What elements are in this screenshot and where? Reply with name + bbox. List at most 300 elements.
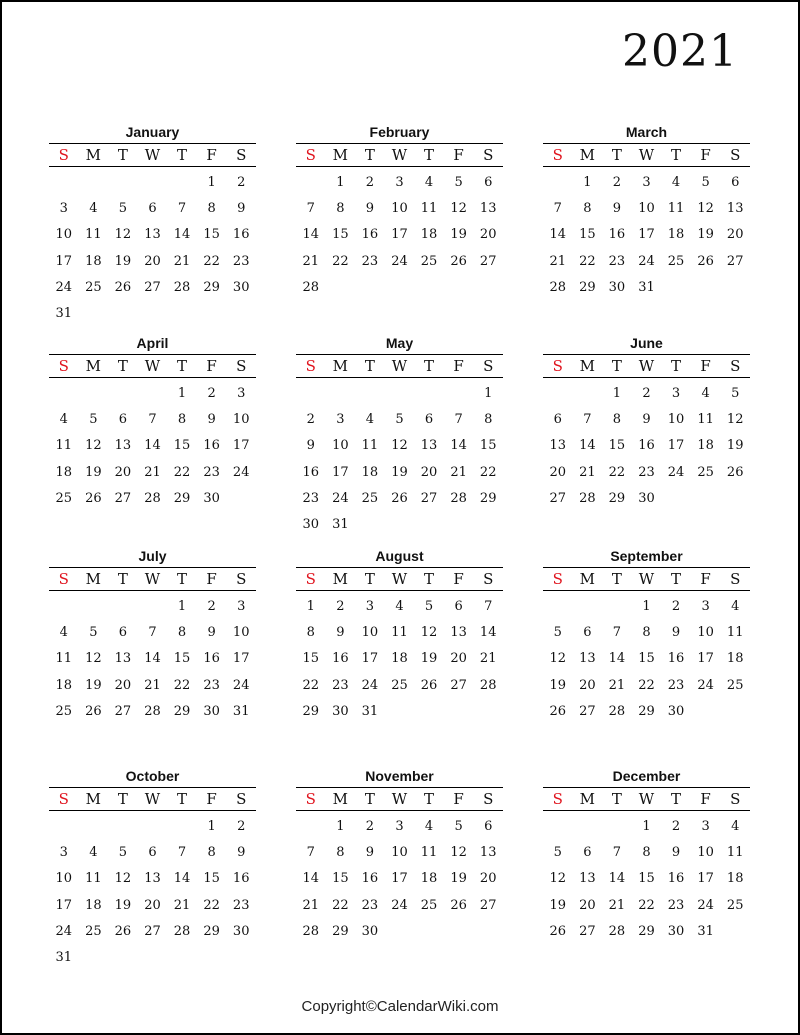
- day-cell: 4: [424, 818, 434, 834]
- day-cell: 4: [424, 174, 434, 190]
- day-cell: 24: [361, 677, 379, 693]
- day-cell: 10: [638, 200, 655, 216]
- day-cell: 24: [667, 464, 685, 480]
- day-cell: 28: [579, 490, 596, 506]
- day-cell: 12: [85, 438, 102, 454]
- day-cell: 4: [89, 200, 98, 216]
- day-cell: 19: [726, 438, 744, 454]
- day-cell: 3: [336, 411, 345, 427]
- day-cell: 14: [173, 227, 191, 243]
- weekday-header: F: [700, 146, 711, 164]
- day-cell: 19: [85, 677, 102, 693]
- weekday-header: T: [364, 357, 375, 375]
- weekday-header: W: [391, 357, 408, 375]
- day-cell: 4: [89, 844, 98, 860]
- day-cell: 29: [638, 923, 655, 939]
- day-cell: 30: [302, 517, 320, 533]
- day-cell: 5: [731, 385, 740, 401]
- day-cell: 17: [55, 253, 73, 269]
- day-cell: 5: [395, 411, 404, 427]
- day-cell: 17: [391, 227, 408, 243]
- weekday-header: W: [144, 790, 161, 808]
- day-cell: 24: [697, 677, 714, 693]
- weekday-header: S: [730, 790, 741, 808]
- day-cell: 22: [332, 897, 349, 913]
- day-cell: 16: [667, 651, 685, 667]
- day-cell: 9: [207, 411, 216, 427]
- weekday-header: S: [483, 570, 494, 588]
- day-cell: 17: [332, 464, 349, 480]
- day-cell: 30: [361, 923, 379, 939]
- day-cell: 4: [731, 598, 740, 614]
- day-cell: 17: [361, 651, 379, 667]
- day-cell: 6: [731, 174, 740, 190]
- day-cell: 23: [302, 490, 320, 506]
- day-cell: 21: [144, 677, 161, 693]
- day-cell: 19: [549, 677, 567, 693]
- day-cell: 1: [207, 174, 216, 190]
- day-cell: 19: [450, 227, 467, 243]
- month-december: [543, 767, 750, 944]
- weekday-header: M: [332, 146, 349, 164]
- day-cell: 27: [420, 490, 438, 506]
- day-cell: 1: [583, 174, 592, 190]
- day-grid: [49, 811, 256, 971]
- weekday-header-row: [49, 354, 256, 378]
- day-cell: 21: [302, 897, 320, 913]
- weekday-header: M: [332, 790, 349, 808]
- day-cell: 24: [332, 490, 349, 506]
- day-cell: 11: [697, 411, 714, 427]
- day-cell: 15: [203, 227, 220, 243]
- day-cell: 20: [114, 677, 132, 693]
- day-cell: 30: [203, 490, 220, 506]
- day-cell: 11: [420, 844, 438, 860]
- copyright-text: Copyright©CalendarWiki.com: [301, 998, 499, 1015]
- weekday-header-row: [296, 567, 503, 591]
- day-cell: 7: [177, 844, 187, 860]
- day-cell: 7: [177, 200, 187, 216]
- day-cell: 7: [612, 624, 622, 640]
- day-cell: 4: [731, 818, 740, 834]
- day-cell: 25: [55, 703, 73, 719]
- day-cell: 28: [302, 279, 320, 295]
- weekday-header: S: [236, 146, 247, 164]
- day-cell: 4: [701, 385, 710, 401]
- day-cell: 27: [144, 923, 161, 939]
- day-cell: 18: [55, 464, 73, 480]
- month-name: November: [365, 768, 434, 784]
- day-cell: 17: [697, 651, 714, 667]
- day-grid: [543, 167, 750, 300]
- weekday-header-row: [296, 787, 503, 811]
- day-cell: 1: [336, 174, 345, 190]
- day-cell: 6: [484, 818, 493, 834]
- day-cell: 1: [177, 598, 187, 614]
- day-cell: 3: [701, 818, 710, 834]
- day-cell: 16: [232, 871, 250, 887]
- day-cell: 1: [612, 385, 622, 401]
- weekday-header: W: [638, 357, 655, 375]
- day-cell: 5: [701, 174, 710, 190]
- weekday-header: M: [579, 146, 596, 164]
- day-cell: 25: [420, 253, 438, 269]
- day-cell: 18: [726, 871, 744, 887]
- day-cell: 23: [203, 677, 220, 693]
- day-cell: 12: [114, 227, 132, 243]
- day-cell: 26: [114, 279, 132, 295]
- day-cell: 27: [114, 490, 132, 506]
- day-cell: 24: [232, 677, 250, 693]
- day-cell: 8: [207, 844, 216, 860]
- day-cell: 16: [332, 651, 349, 667]
- day-cell: 8: [583, 200, 592, 216]
- month-name: August: [375, 548, 424, 564]
- day-cell: 9: [237, 844, 246, 860]
- day-cell: 12: [450, 844, 467, 860]
- day-cell: 16: [608, 227, 626, 243]
- day-cell: 9: [237, 200, 246, 216]
- day-cell: 14: [608, 651, 626, 667]
- day-cell: 6: [118, 624, 128, 640]
- weekday-header-row: [296, 143, 503, 167]
- day-cell: 1: [336, 818, 345, 834]
- day-cell: 10: [697, 624, 714, 640]
- weekday-header: T: [177, 790, 188, 808]
- day-cell: 8: [336, 844, 345, 860]
- weekday-header: M: [579, 790, 596, 808]
- day-cell: 7: [612, 844, 622, 860]
- day-cell: 9: [306, 438, 315, 454]
- day-cell: 31: [638, 279, 655, 295]
- weekday-header: W: [391, 146, 408, 164]
- day-cell: 13: [479, 844, 497, 860]
- day-cell: 10: [391, 844, 408, 860]
- day-cell: 30: [667, 923, 685, 939]
- day-cell: 8: [642, 624, 651, 640]
- day-cell: 18: [85, 253, 102, 269]
- weekday-header: T: [177, 146, 188, 164]
- month-name: July: [138, 548, 167, 564]
- day-cell: 6: [424, 411, 434, 427]
- weekday-header: S: [236, 357, 247, 375]
- day-cell: 10: [332, 438, 349, 454]
- weekday-header: T: [671, 146, 682, 164]
- day-cell: 4: [395, 598, 404, 614]
- day-cell: 9: [365, 844, 375, 860]
- day-cell: 14: [302, 871, 320, 887]
- day-cell: 23: [203, 464, 220, 480]
- day-cell: 22: [173, 677, 191, 693]
- day-cell: 19: [420, 651, 438, 667]
- weekday-header: F: [206, 790, 217, 808]
- day-cell: 26: [420, 677, 438, 693]
- weekday-header: S: [483, 146, 494, 164]
- day-cell: 10: [697, 844, 714, 860]
- day-cell: 13: [144, 227, 161, 243]
- day-cell: 3: [365, 598, 375, 614]
- day-cell: 15: [638, 651, 655, 667]
- weekday-header: T: [611, 570, 622, 588]
- day-cell: 10: [55, 871, 73, 887]
- day-cell: 9: [671, 844, 681, 860]
- day-cell: 2: [207, 385, 216, 401]
- day-cell: 23: [667, 677, 685, 693]
- month-may: [296, 334, 503, 538]
- day-cell: 5: [118, 200, 128, 216]
- day-cell: 3: [395, 818, 404, 834]
- day-cell: 22: [203, 253, 220, 269]
- month-name: October: [125, 768, 180, 784]
- day-grid: [296, 811, 503, 944]
- day-cell: 3: [395, 174, 404, 190]
- day-grid: [296, 378, 503, 538]
- day-cell: 20: [479, 227, 497, 243]
- day-cell: 16: [302, 464, 320, 480]
- day-cell: 31: [697, 923, 714, 939]
- day-cell: 22: [332, 253, 349, 269]
- day-cell: 18: [667, 227, 685, 243]
- day-cell: 22: [479, 464, 497, 480]
- year-title: 2021: [622, 26, 738, 77]
- day-cell: 28: [144, 703, 161, 719]
- day-cell: 6: [484, 174, 493, 190]
- day-cell: 22: [302, 677, 320, 693]
- day-cell: 31: [361, 703, 379, 719]
- day-cell: 29: [203, 923, 220, 939]
- day-cell: 11: [85, 871, 102, 887]
- day-cell: 9: [642, 411, 651, 427]
- day-cell: 24: [232, 464, 250, 480]
- day-cell: 6: [553, 411, 562, 427]
- month-name: December: [612, 768, 681, 784]
- day-cell: 11: [391, 624, 408, 640]
- day-cell: 21: [579, 464, 596, 480]
- day-cell: 18: [361, 464, 379, 480]
- day-cell: 2: [365, 818, 375, 834]
- weekday-header: T: [364, 570, 375, 588]
- weekday-header-row: [49, 143, 256, 167]
- day-cell: 9: [612, 200, 622, 216]
- day-cell: 20: [420, 464, 438, 480]
- weekday-header: T: [424, 790, 435, 808]
- day-cell: 26: [114, 923, 132, 939]
- day-cell: 2: [612, 174, 622, 190]
- month-august: [296, 547, 503, 724]
- day-cell: 12: [114, 871, 132, 887]
- weekday-header: T: [611, 146, 622, 164]
- weekday-header-sunday: S: [552, 790, 563, 808]
- day-cell: 27: [579, 703, 596, 719]
- weekday-header: W: [638, 146, 655, 164]
- day-cell: 12: [549, 871, 567, 887]
- day-cell: 17: [638, 227, 655, 243]
- day-cell: 14: [450, 438, 467, 454]
- day-cell: 10: [232, 624, 250, 640]
- day-cell: 8: [484, 411, 493, 427]
- day-grid: [543, 591, 750, 724]
- day-cell: 30: [203, 703, 220, 719]
- weekday-header: T: [671, 357, 682, 375]
- month-name: June: [630, 335, 663, 351]
- day-cell: 16: [203, 651, 220, 667]
- day-cell: 15: [479, 438, 497, 454]
- day-cell: 29: [479, 490, 497, 506]
- month-october: [49, 767, 256, 971]
- day-cell: 26: [450, 253, 467, 269]
- day-cell: 5: [118, 844, 128, 860]
- weekday-header: F: [206, 146, 217, 164]
- day-cell: 7: [454, 411, 463, 427]
- day-cell: 16: [203, 438, 220, 454]
- day-cell: 15: [173, 438, 191, 454]
- day-cell: 14: [302, 227, 320, 243]
- day-cell: 24: [638, 253, 655, 269]
- day-grid: [296, 167, 503, 300]
- weekday-header: M: [85, 570, 102, 588]
- weekday-header: T: [364, 790, 375, 808]
- weekday-header: M: [85, 357, 102, 375]
- day-cell: 13: [726, 200, 744, 216]
- day-cell: 25: [667, 253, 685, 269]
- day-cell: 3: [237, 385, 246, 401]
- day-cell: 28: [144, 490, 161, 506]
- day-cell: 28: [173, 279, 191, 295]
- day-cell: 11: [726, 844, 744, 860]
- day-cell: 5: [89, 411, 98, 427]
- weekday-header: W: [638, 570, 655, 588]
- day-cell: 13: [114, 651, 132, 667]
- day-cell: 1: [177, 385, 187, 401]
- day-cell: 28: [549, 279, 567, 295]
- day-cell: 21: [479, 651, 497, 667]
- day-cell: 20: [144, 897, 161, 913]
- day-cell: 13: [549, 438, 567, 454]
- weekday-header-row: [543, 143, 750, 167]
- day-cell: 5: [454, 818, 463, 834]
- day-cell: 2: [237, 174, 246, 190]
- day-cell: 5: [553, 624, 562, 640]
- month-name: January: [125, 124, 180, 140]
- day-cell: 14: [173, 871, 191, 887]
- day-cell: 9: [207, 624, 216, 640]
- month-april: [49, 334, 256, 511]
- day-cell: 26: [85, 490, 102, 506]
- weekday-header-row: [296, 354, 503, 378]
- day-cell: 23: [232, 897, 250, 913]
- weekday-header: M: [85, 146, 102, 164]
- weekday-header: F: [453, 570, 464, 588]
- day-cell: 18: [391, 651, 408, 667]
- day-cell: 21: [608, 677, 626, 693]
- day-cell: 2: [237, 818, 246, 834]
- weekday-header: T: [117, 790, 128, 808]
- weekday-header: M: [332, 570, 349, 588]
- month-june: [543, 334, 750, 511]
- day-cell: 30: [638, 490, 655, 506]
- day-cell: 16: [361, 871, 379, 887]
- day-cell: 20: [579, 897, 596, 913]
- day-cell: 22: [638, 677, 655, 693]
- day-cell: 28: [173, 923, 191, 939]
- day-cell: 6: [454, 598, 463, 614]
- day-cell: 14: [144, 438, 161, 454]
- day-cell: 6: [118, 411, 128, 427]
- day-cell: 10: [391, 200, 408, 216]
- day-cell: 22: [579, 253, 596, 269]
- day-cell: 20: [144, 253, 161, 269]
- day-cell: 28: [479, 677, 497, 693]
- day-cell: 17: [667, 438, 685, 454]
- day-cell: 1: [484, 385, 493, 401]
- weekday-header: M: [579, 357, 596, 375]
- day-cell: 23: [361, 253, 379, 269]
- day-cell: 19: [549, 897, 567, 913]
- month-september: [543, 547, 750, 724]
- day-cell: 8: [306, 624, 315, 640]
- weekday-header: T: [177, 570, 188, 588]
- month-name: April: [136, 335, 169, 351]
- day-cell: 9: [671, 624, 681, 640]
- day-cell: 1: [642, 598, 651, 614]
- day-cell: 24: [697, 897, 714, 913]
- day-cell: 9: [365, 200, 375, 216]
- day-cell: 24: [55, 923, 73, 939]
- day-cell: 21: [144, 464, 161, 480]
- day-cell: 14: [608, 871, 626, 887]
- day-cell: 1: [642, 818, 651, 834]
- day-cell: 12: [85, 651, 102, 667]
- day-cell: 12: [420, 624, 438, 640]
- day-cell: 23: [361, 897, 379, 913]
- day-cell: 2: [365, 174, 375, 190]
- day-cell: 14: [549, 227, 567, 243]
- day-cell: 15: [608, 438, 626, 454]
- month-name: September: [610, 548, 683, 564]
- day-cell: 25: [697, 464, 714, 480]
- day-cell: 18: [55, 677, 73, 693]
- day-cell: 25: [361, 490, 379, 506]
- day-cell: 27: [726, 253, 744, 269]
- day-cell: 10: [667, 411, 685, 427]
- weekday-header: M: [579, 570, 596, 588]
- weekday-header: S: [483, 790, 494, 808]
- day-cell: 12: [391, 438, 408, 454]
- day-cell: 26: [549, 923, 567, 939]
- day-cell: 30: [667, 703, 685, 719]
- day-cell: 6: [583, 844, 592, 860]
- day-cell: 5: [553, 844, 562, 860]
- weekday-header-sunday: S: [552, 357, 563, 375]
- day-cell: 2: [642, 385, 651, 401]
- weekday-header-sunday: S: [552, 146, 563, 164]
- weekday-header-row: [543, 567, 750, 591]
- weekday-header: W: [144, 570, 161, 588]
- day-cell: 13: [479, 200, 497, 216]
- day-cell: 16: [361, 227, 379, 243]
- day-cell: 3: [59, 200, 68, 216]
- weekday-header: T: [364, 146, 375, 164]
- day-cell: 13: [420, 438, 438, 454]
- day-cell: 17: [232, 438, 250, 454]
- day-cell: 28: [608, 923, 626, 939]
- day-cell: 15: [579, 227, 596, 243]
- day-cell: 26: [697, 253, 714, 269]
- weekday-header: T: [671, 570, 682, 588]
- day-cell: 28: [302, 923, 320, 939]
- day-cell: 3: [642, 174, 651, 190]
- day-cell: 29: [203, 279, 220, 295]
